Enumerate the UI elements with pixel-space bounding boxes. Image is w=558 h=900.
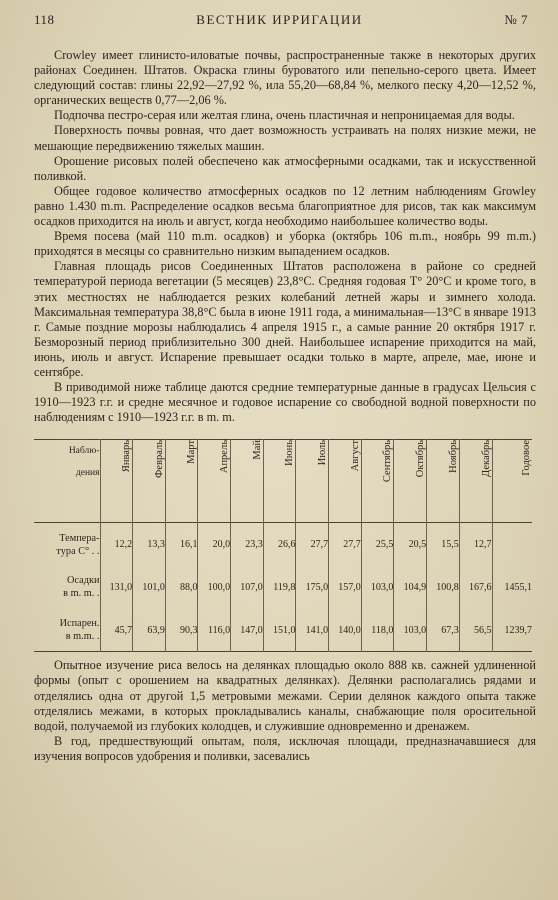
body-text-bottom xyxy=(34,658,536,764)
climate-table xyxy=(34,439,532,652)
table-cell: 167,6 xyxy=(459,566,492,609)
table-cell: 90,3 xyxy=(165,609,198,652)
table-cell: 88,0 xyxy=(165,566,198,609)
table-corner-header: Наблю- дения xyxy=(34,440,100,523)
month-header: Ноябрь xyxy=(427,440,460,523)
table-cell: 27,7 xyxy=(329,523,362,566)
table-cell: 12,7 xyxy=(459,523,492,566)
paragraph: Crowley имеет глинисто-иловатые почвы, распространенные также в некоторых других районах Соединен. Штатов. Окраска глины буроватого или пепельно-серого цвета. Имеет следующий состав: глины 22,92—27,92 %, ила 55,20—68,84 %, мелкого песку 4,20—12,52 %, органических веществ 0,77—2,06 %. xyxy=(34,48,536,108)
table-cell: 107,0 xyxy=(231,566,264,609)
table-cell: 157,0 xyxy=(329,566,362,609)
month-header: Сентябрь xyxy=(361,440,394,523)
paragraph: Общее годовое количество атмосферных осадков по 12 летним наблюдениям Growley равно 1.430 m.m. Распределение осадков весьма благоприятное для рисов, так как максимум осадков приходится на июль и август, когда необходимо наибольшее количество воды. xyxy=(34,183,536,229)
table-header-row xyxy=(34,440,532,523)
table-cell xyxy=(492,523,532,566)
table-cell: 23,3 xyxy=(231,523,264,566)
month-header: Декабрь xyxy=(459,440,492,523)
climate-table-container xyxy=(34,439,536,652)
month-header: Июнь xyxy=(263,440,296,523)
paragraph: В приводимой ниже таблице даются средние температурные данные в градусах Цельсия с 1910—1923 г.г. и средне месячное и годовое испарение со свободной водной поверхности по наблюдениям с 1910—1923 г.г. в m. m. xyxy=(34,380,536,425)
month-header: Январь xyxy=(100,440,133,523)
table-cell: 103,0 xyxy=(361,566,394,609)
row-label: Испарен. в m.m. . xyxy=(34,609,100,652)
table-row-temperature xyxy=(34,523,532,566)
paragraph: Подпочва пестро-серая или желтая глина, очень пластичная и непроницаемая для воды. xyxy=(54,108,515,123)
table-cell: 45,7 xyxy=(100,609,133,652)
table-cell: 63,9 xyxy=(133,609,166,652)
paragraph: В год, предшествующий опытам, поля, исключая площади, предназначавшиеся для изучения вопросов удобрения и поливки, засевались xyxy=(34,733,536,763)
table-cell: 1455,1 xyxy=(504,581,532,593)
table-cell: 56,5 xyxy=(459,609,492,652)
table-cell: 131,0 xyxy=(100,566,133,609)
month-header: Июль xyxy=(296,440,329,523)
month-header: Февраль xyxy=(133,440,166,523)
page-number: 118 xyxy=(34,12,55,27)
paragraph: Главная площадь рисов Соединенных Штатов расположена в районе со средней температурой периода вегетации (5 месяцев) 23,8°С. Средняя годовая Т° 20°С и кроме того, в этих местностях не наблюдается резких колебаний летней жары и зимнего холода. Максимальная температура 38,8°С была в июне 1911 года, а минимальная—13°С в январе 1913 г. Самые поздние морозы наблюдались 4 апреля 1915 г., а самые ранние 20 октября 1917 г. Безморозный период приблизительно 300 дней. Наибольшее испарение приходится на май, июнь, июль и август. Испарение превышает осадки только в марте, апреле, мае, июне и сентябре. xyxy=(34,259,536,379)
table-row-precipitation xyxy=(34,566,532,609)
table-cell: 26,6 xyxy=(263,523,296,566)
table-cell: 27,7 xyxy=(296,523,329,566)
table-cell: 119,8 xyxy=(263,566,296,609)
table-cell: 12,2 xyxy=(100,523,133,566)
journal-title: ВЕСТНИК ИРРИГАЦИИ xyxy=(196,12,363,27)
paragraph: Орошение рисовых полей обеспечено как атмосферными осадками, так и искусственной поливкой. xyxy=(34,153,536,183)
table-cell: 151,0 xyxy=(263,609,296,652)
month-header: Март xyxy=(165,440,198,523)
issue-number: № 7 xyxy=(504,12,528,27)
table-row-evaporation xyxy=(34,609,532,652)
paragraph: Поверхность почвы ровная, что дает возможность устраивать на полях низкие межи, не мешающие передвижению тяжелых машин. xyxy=(34,123,536,153)
month-header: Октябрь xyxy=(394,440,427,523)
table-cell: 25,5 xyxy=(361,523,394,566)
table-cell: 15,5 xyxy=(427,523,460,566)
month-header: Август xyxy=(329,440,362,523)
row-label: Осадки в m. m. . xyxy=(34,566,100,609)
table-cell: 103,0 xyxy=(394,609,427,652)
table-cell: 147,0 xyxy=(231,609,264,652)
table-cell: 13,3 xyxy=(133,523,166,566)
table-cell: 140,0 xyxy=(329,609,362,652)
table-cell: 101,0 xyxy=(133,566,166,609)
table-cell: 175,0 xyxy=(296,566,329,609)
table-cell: 67,3 xyxy=(427,609,460,652)
page-header xyxy=(34,12,536,28)
table-cell: 104,9 xyxy=(394,566,427,609)
table-cell: 100,8 xyxy=(427,566,460,609)
month-header: Апрель xyxy=(198,440,231,523)
month-header: Май xyxy=(231,440,264,523)
paragraph: Опытное изучение риса велось на делянках площадью около 888 кв. сажней удлиненной формы (опыт с орошением на квадратных делянках). Делянки располагались рядами и отделялись одна от другой 1,5 метровыми межами. Серии делянок каждого опыта также отделялись межами, в которых прокладывались каналы, снабжающие поля оросительной водой, получаемой из глубоких колодцев, и служившие одновременно и дренажем. xyxy=(34,658,536,733)
table-cell: 118,0 xyxy=(361,609,394,652)
body-text-top xyxy=(34,48,536,425)
table-cell: 116,0 xyxy=(198,609,231,652)
table-cell: 20,0 xyxy=(198,523,231,566)
table-cell: 16,1 xyxy=(165,523,198,566)
annual-header: Годовое xyxy=(521,440,532,476)
row-label: Темпера- тура С° . . xyxy=(34,523,100,566)
table-cell: 1239,7 xyxy=(504,624,532,636)
table-cell: 100,0 xyxy=(198,566,231,609)
paragraph: Время посева (май 110 m.m. осадков) и уборка (октябрь 106 m.m., ноябрь 99 m.m.) приходятся в месяцы со сравнительно низким выпадением осадков. xyxy=(34,229,536,259)
table-cell: 141,0 xyxy=(296,609,329,652)
table-cell: 20,5 xyxy=(394,523,427,566)
